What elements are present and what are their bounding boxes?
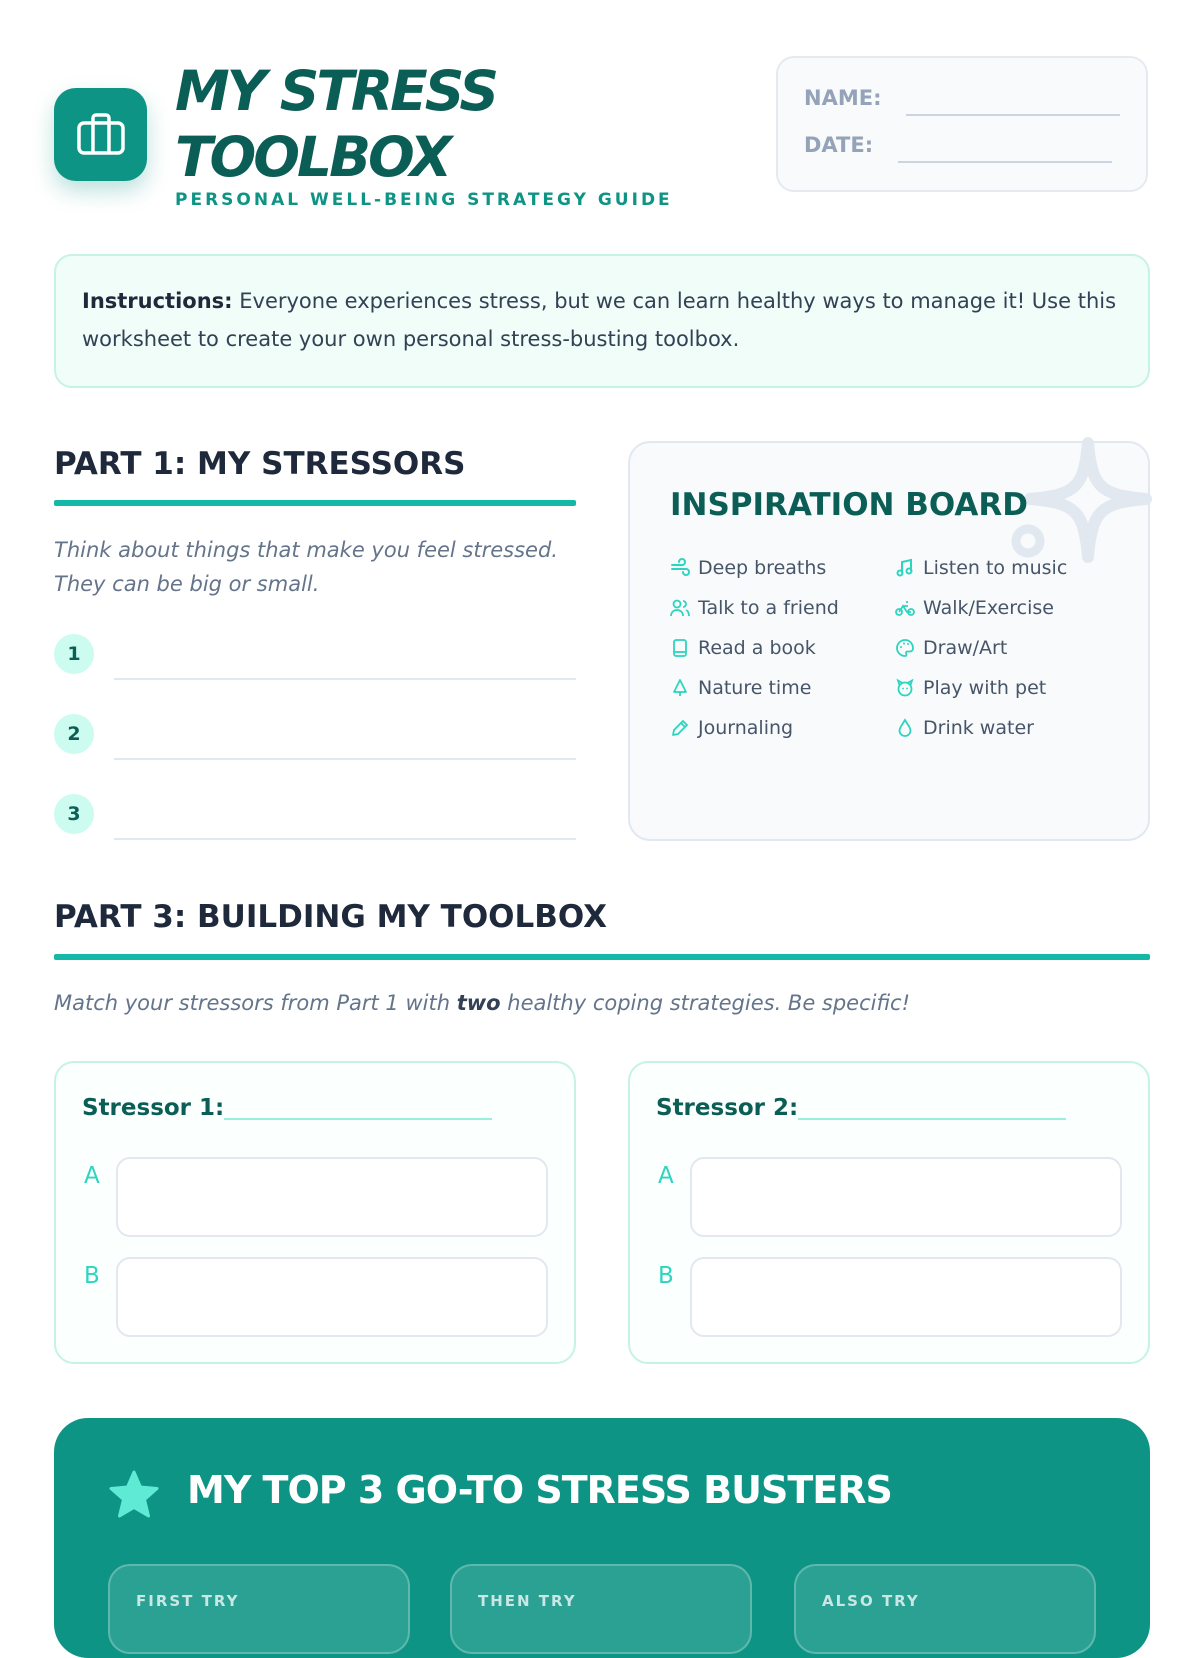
title-line-1: MY STRESS — [175, 59, 497, 123]
bike-icon — [895, 598, 915, 618]
stress-busters-panel — [54, 1418, 1150, 1658]
instructions-label: Instructions: — [82, 289, 233, 313]
stressor-line-3[interactable] — [114, 838, 576, 840]
strategy-b-field[interactable] — [116, 1257, 548, 1337]
name-date-box — [776, 56, 1148, 192]
inspiration-item: Draw/Art — [895, 637, 1007, 659]
instructions-text: Everyone experiences stress, but we can learn healthy ways to manage it! Use this worksheet to create your own personal stress-busting toolbox. — [82, 289, 1117, 351]
inspiration-item: Nature time — [670, 677, 811, 699]
people-icon — [670, 598, 690, 618]
stressor-card-1 — [54, 1061, 576, 1364]
inspiration-item: Read a book — [670, 637, 816, 659]
part1-rule — [54, 500, 576, 506]
inspiration-item: Deep breaths — [670, 557, 826, 579]
stressor-card-label: Stressor 2: — [656, 1095, 799, 1121]
wind-icon — [670, 558, 690, 578]
tree-icon — [670, 678, 690, 698]
stress-busters-title: MY TOP 3 GO-TO STRESS BUSTERS — [187, 1468, 892, 1512]
toolbox-icon — [76, 113, 126, 157]
part3-description: Match your stressors from Part 1 with two healthy coping strategies. Be specific! — [54, 991, 911, 1015]
part1-description: Think about things that make you feel stressed. They can be big or small. — [54, 538, 558, 596]
sparkle-icon — [1008, 437, 1158, 577]
stressor-line-2[interactable] — [114, 758, 576, 760]
page-subtitle: PERSONAL WELL-BEING STRATEGY GUIDE — [175, 190, 673, 210]
date-field[interactable] — [898, 161, 1112, 163]
inspiration-item: Walk/Exercise — [895, 597, 1054, 619]
strategy-a-label: A — [658, 1163, 674, 1189]
strategy-b-label: B — [84, 1263, 100, 1289]
part1-heading: PART 1: MY STRESSORS — [54, 446, 466, 482]
strategy-a-field[interactable] — [690, 1157, 1122, 1237]
stressor-card-line[interactable] — [798, 1118, 1066, 1120]
stressor-number-1: 1 — [54, 634, 94, 674]
stressor-card-label: Stressor 1: — [82, 1095, 225, 1121]
stressor-number-2: 2 — [54, 714, 94, 754]
date-label: DATE: — [804, 133, 874, 157]
inspiration-board — [628, 441, 1150, 841]
book-icon — [670, 638, 690, 658]
pet-icon — [895, 678, 915, 698]
part3-rule — [54, 954, 1150, 960]
inspiration-title: INSPIRATION BOARD — [670, 487, 1029, 523]
stressor-card-line[interactable] — [224, 1118, 492, 1120]
music-note-icon — [895, 558, 915, 578]
droplet-icon — [895, 718, 915, 738]
inspiration-item: Journaling — [670, 717, 793, 739]
buster-card-2[interactable]: THEN TRY — [450, 1564, 752, 1654]
name-field[interactable] — [906, 114, 1120, 116]
inspiration-item: Play with pet — [895, 677, 1046, 699]
strategy-a-field[interactable] — [116, 1157, 548, 1237]
instructions-box — [54, 254, 1150, 388]
stressor-card-2 — [628, 1061, 1150, 1364]
stressor-number-3: 3 — [54, 794, 94, 834]
pen-icon — [670, 718, 690, 738]
inspiration-item: Talk to a friend — [670, 597, 839, 619]
logo-badge — [54, 88, 147, 181]
stressor-line-1[interactable] — [114, 678, 576, 680]
page-title — [175, 58, 496, 190]
part3-heading: PART 3: BUILDING MY TOOLBOX — [54, 899, 608, 935]
palette-icon — [895, 638, 915, 658]
strategy-b-field[interactable] — [690, 1257, 1122, 1337]
buster-card-1[interactable]: FIRST TRY — [108, 1564, 410, 1654]
header — [54, 56, 1150, 226]
title-line-2: TOOLBOX — [175, 125, 450, 189]
buster-card-3[interactable]: ALSO TRY — [794, 1564, 1096, 1654]
name-label: NAME: — [804, 86, 882, 110]
strategy-b-label: B — [658, 1263, 674, 1289]
inspiration-item: Drink water — [895, 717, 1034, 739]
star-icon — [108, 1470, 160, 1520]
inspiration-item: Listen to music — [895, 557, 1067, 579]
strategy-a-label: A — [84, 1163, 100, 1189]
